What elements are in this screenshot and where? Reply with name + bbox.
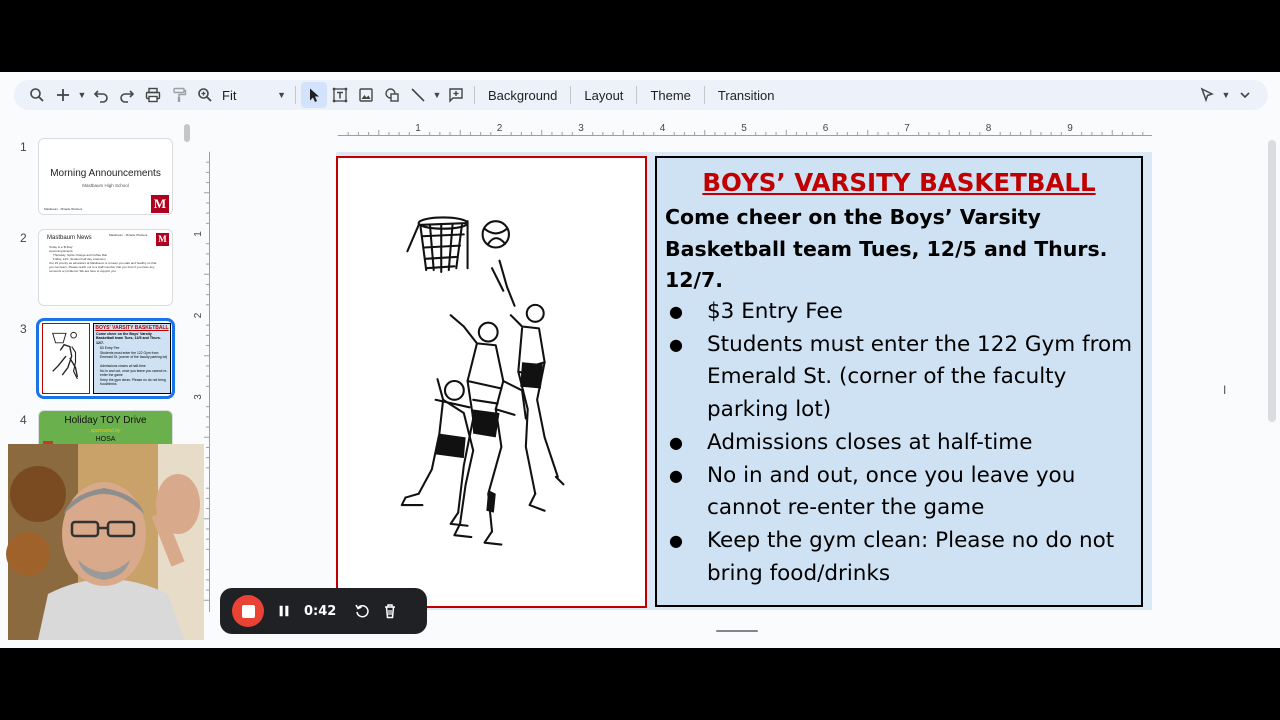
layout-button[interactable]: Layout [584, 87, 624, 103]
add-comment-button[interactable] [443, 82, 469, 108]
pen-tool-dropdown[interactable] [1220, 82, 1232, 108]
slide-thumbnail-2[interactable] [38, 229, 173, 306]
insert-image-button[interactable] [353, 82, 379, 108]
thumb-line: Keep the gym clean: Please no do not bring food/drinks [100, 378, 166, 387]
thumb-title: BOYS' VARSITY BASKETBALL [95, 325, 169, 331]
thumb-line: Friday, 12/1, Student half day extension [53, 257, 106, 261]
redo-button[interactable] [114, 82, 140, 108]
transition-button[interactable]: Transition [717, 87, 775, 103]
zoom-icon [197, 87, 213, 103]
ruler-label: 5 [741, 123, 747, 134]
collapse-toolbar-button[interactable] [1232, 82, 1258, 108]
undo-icon [93, 87, 109, 103]
thumb-title: Mastbaum News [47, 235, 92, 241]
slide-number: 2 [20, 231, 27, 245]
paint-format-icon [171, 87, 187, 103]
toolbar [14, 80, 1268, 110]
new-slide-button[interactable] [50, 82, 76, 108]
slide-canvas[interactable] [336, 152, 1227, 610]
recording-controls [220, 588, 427, 634]
restart-icon [354, 603, 370, 619]
new-slide-dropdown[interactable] [76, 82, 88, 108]
background-button[interactable]: Background [488, 87, 558, 103]
thumb-footer: Mastbaum · Miracle Workers [44, 207, 83, 211]
trash-icon [382, 603, 398, 619]
thumb-org: HOSA [95, 436, 116, 443]
image-icon [358, 87, 374, 103]
ruler-label: 6 [822, 123, 829, 134]
thumb-title: Holiday TOY Drive [64, 415, 147, 426]
image-panel[interactable] [336, 156, 647, 608]
zoom-button[interactable] [192, 82, 218, 108]
restart-recording-button[interactable] [350, 599, 374, 623]
undo-button[interactable] [88, 82, 114, 108]
thumb-title: Morning Announcements [50, 168, 161, 179]
select-tool-button[interactable] [301, 82, 327, 108]
ruler-label: 3 [193, 394, 204, 400]
slide-number: 3 [20, 322, 27, 336]
theme-button[interactable]: Theme [650, 87, 691, 103]
thumb-line: Students must enter the 122 Gym from Emerald St. (corner of the faculty parking lot) [100, 351, 168, 360]
paint-format-button[interactable] [166, 82, 192, 108]
thumb-line: Upcoming Events: [49, 249, 74, 253]
thumb-subtitle: sponsored by [90, 428, 121, 434]
slides-editor [0, 72, 1280, 648]
thumb-line: Our #1 priority as educators at Mastbaum is to keep you safe and healthy so that you can learn. Please reach out to a staff member that you trust if you have any concerns or problems. We are here to support you. [49, 261, 157, 273]
zoom-value: Fit [222, 87, 237, 103]
line-dropdown[interactable] [431, 82, 443, 108]
canvas-scrollbar[interactable] [1268, 140, 1276, 422]
school-logo: M [151, 195, 169, 213]
ruler-label: 9 [1067, 123, 1073, 134]
toolbar-divider [474, 86, 475, 104]
search-menus-button[interactable] [24, 82, 50, 108]
toolbar-divider [295, 86, 296, 104]
basketball-players-image[interactable] [398, 202, 586, 560]
delete-recording-button[interactable] [378, 599, 402, 623]
search-icon [29, 87, 45, 103]
stop-icon [242, 605, 255, 618]
pen-cursor-icon [1199, 87, 1215, 103]
chevron-down-icon: ▼ [432, 90, 442, 100]
stop-recording-button[interactable] [232, 595, 264, 627]
pause-recording-button[interactable] [272, 599, 296, 623]
bullet-item[interactable]: ● Keep the gym clean: Please no do not bring food/drinks [669, 525, 1139, 590]
filmstrip-scrollbar[interactable] [184, 124, 190, 142]
redo-icon [119, 87, 135, 103]
slide-thumbnail-3[interactable] [36, 318, 175, 399]
basketball-players-thumb-icon [47, 327, 85, 389]
thumb-line: $3 Entry Fee [100, 346, 120, 350]
chevron-down-icon: ▼ [77, 90, 87, 100]
speaker-notes-resize-handle[interactable] [716, 630, 758, 632]
school-logo: M [156, 233, 169, 246]
toolbar-divider [636, 86, 637, 104]
info-panel[interactable] [655, 156, 1227, 607]
comment-icon [448, 87, 464, 103]
shape-icon [384, 87, 400, 103]
line-icon [410, 87, 426, 103]
print-icon [145, 87, 161, 103]
bullet-item[interactable]: ● Students must enter the 122 Gym from Emerald St. (corner of the faculty parking lot) [669, 329, 1139, 427]
toolbar-divider [570, 86, 571, 104]
ruler-label: 1 [415, 123, 421, 134]
plus-icon [55, 87, 71, 103]
thumb-subtitle: Mastbaum High School [82, 183, 129, 188]
slide-number: 4 [20, 413, 27, 427]
chevron-down-icon: ▼ [1221, 90, 1231, 100]
thumb-subtitle: Come cheer on the Boys' Varsity Basketball team Tues, 12/5 and Thurs. 12/7. [96, 332, 161, 345]
horizontal-ruler [338, 122, 1152, 136]
zoom-select[interactable] [218, 82, 290, 108]
chevron-down-icon [1237, 87, 1253, 103]
thumb-line: No in and out, once you leave you cannot re-enter the game [100, 369, 168, 378]
bullet-list[interactable] [669, 296, 1139, 590]
presenter-video [8, 444, 204, 640]
bullet-item[interactable]: ● $3 Entry Fee [669, 296, 1139, 329]
bullet-item[interactable]: ● No in and out, once you leave you cannot re-enter the game [669, 460, 1139, 525]
slide-title[interactable]: BOYS’ VARSITY BASKETBALL [702, 168, 1096, 197]
thumb-line: Admissions closes at half-time [100, 364, 146, 368]
pen-tool-button[interactable] [1194, 82, 1220, 108]
slide-number: 1 [20, 140, 27, 154]
thumb-line: Thursday, Sprite Orange and Coffee Mat [53, 253, 107, 257]
thumb-header-tag: Mastbaum · Miracle Workers [109, 233, 148, 237]
ruler-label: 8 [985, 123, 992, 134]
chevron-down-icon: ▼ [277, 90, 286, 100]
text-cursor-icon: I [1223, 383, 1227, 397]
slide-subtitle[interactable]: Come cheer on the Boys’ Varsity Basketball team Tues, 12/5 and Thurs. 12/7. [665, 205, 1108, 292]
recording-timer: 0:42 [304, 603, 337, 619]
ruler-label: 3 [578, 123, 584, 134]
bullet-item[interactable]: ● Admissions closes at half-time [669, 427, 1139, 460]
ruler-label: 7 [904, 123, 910, 134]
select-cursor-icon [306, 87, 322, 103]
shape-button[interactable] [379, 82, 405, 108]
slide-thumbnail-1[interactable] [38, 138, 173, 215]
pause-icon [277, 604, 291, 618]
ruler-label: 2 [496, 123, 503, 134]
print-button[interactable] [140, 82, 166, 108]
text-box-button[interactable] [327, 82, 353, 108]
ruler-label: 4 [659, 123, 666, 134]
thumb-line: Today is a 'B-Day' [49, 245, 73, 249]
toolbar-divider [704, 86, 705, 104]
text-box-icon [332, 87, 348, 103]
webcam-bubble[interactable] [8, 444, 204, 640]
ruler-label: 2 [193, 312, 204, 319]
ruler-label: 1 [193, 231, 204, 237]
line-button[interactable] [405, 82, 431, 108]
